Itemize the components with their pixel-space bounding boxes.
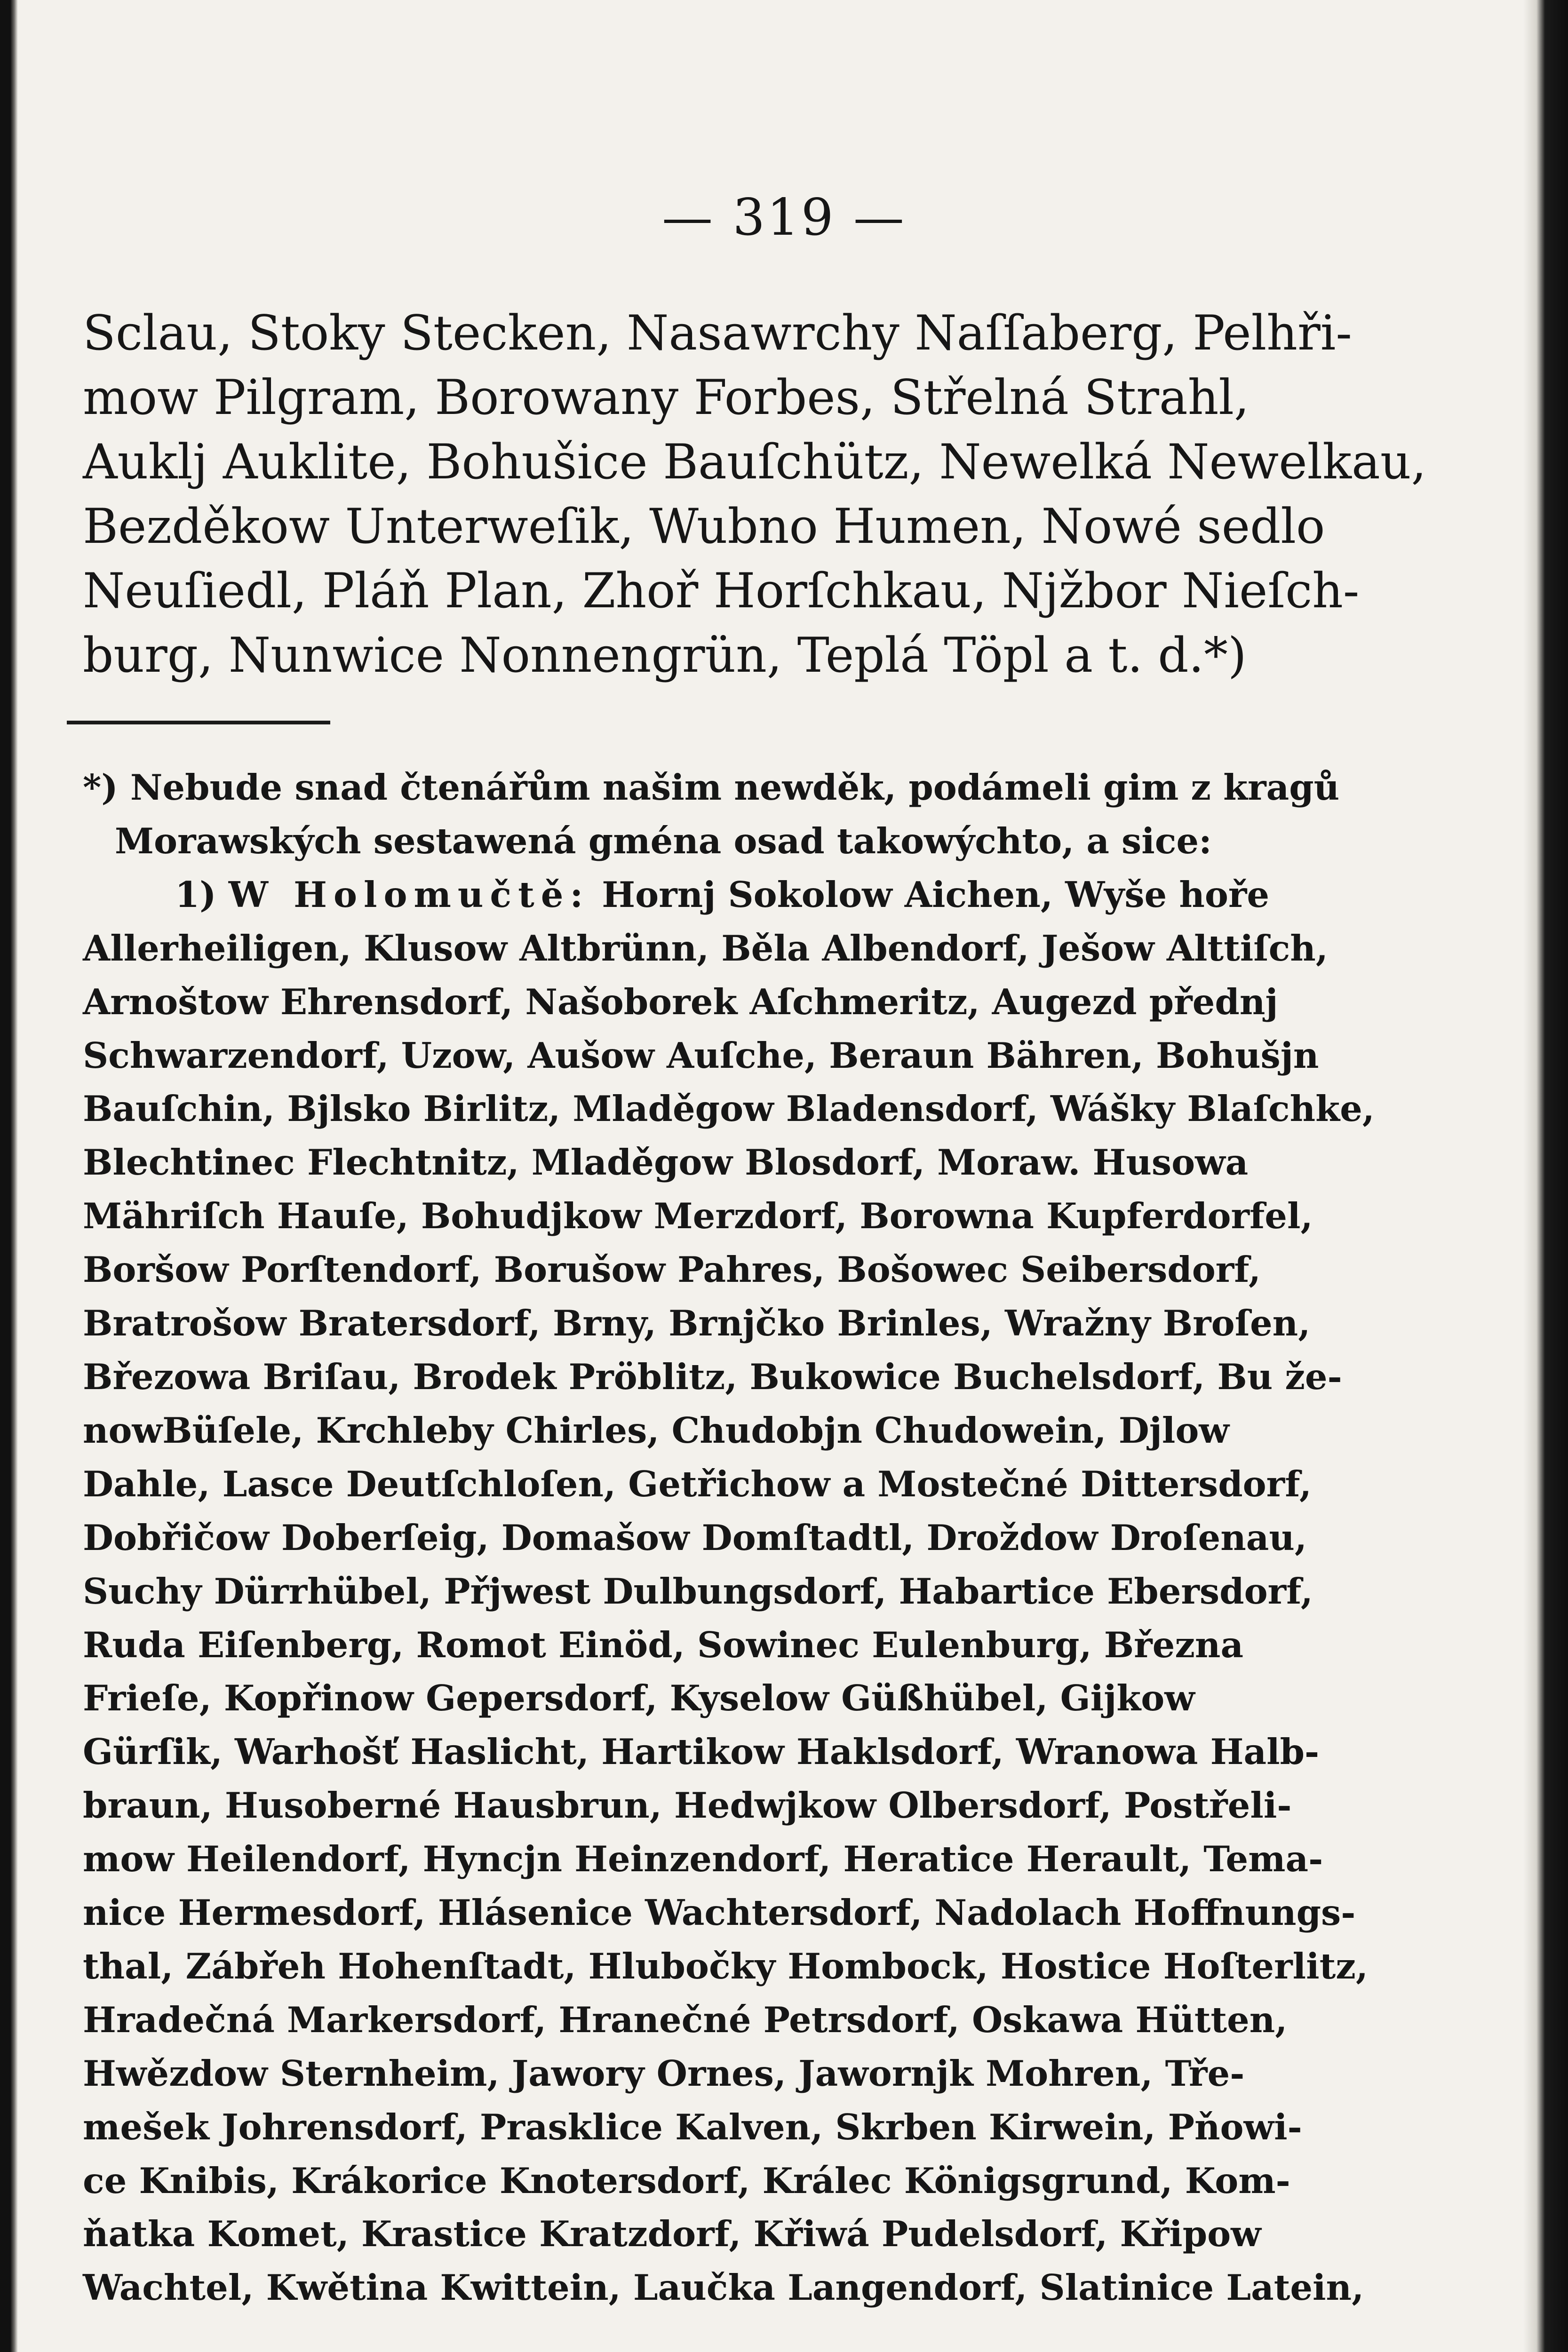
text-line: Bezděkow Unterweſik, Wubno Humen, Nowé sedlo — [83, 499, 1325, 555]
footnote-line: Mähriſch Hauſe, Bohudjkow Merzdorf, Borowna Kupferdorfel, — [83, 1195, 1313, 1237]
text-line: Auklj Auklite, Bohušice Bauſchütz, Newelká Newelkau, — [83, 434, 1426, 490]
footnote-line: Frieſe, Kopřinow Gepersdorf, Kyselow Güßhübel, Gijkow — [83, 1677, 1195, 1719]
footnote-line: Bauſchin, Bjlsko Birlitz, Mladěgow Bladensdorf, Wášky Blaſchke, — [83, 1088, 1375, 1130]
section-number: 1) — [175, 874, 216, 915]
footnote-line: Hwězdow Sternheim, Jawory Ornes, Jawornjk Mohren, Tře- — [83, 2052, 1245, 2094]
text-line: burg, Nunwice Nonnengrün, Teplá Töpl a t. d.*) — [83, 628, 1247, 683]
footnote-line: Ruda Eiſenberg, Romot Einöd, Sowinec Eulenburg, Března — [83, 1624, 1244, 1666]
footnote-line: Schwarzendorf, Uzow, Aušow Auſche, Beraun Bähren, Bohušjn — [83, 1034, 1319, 1076]
footnote-line: thal, Zábřeh Hohenſtadt, Hlubočky Hombock, Hostice Hoſterlitz, — [83, 1945, 1368, 1987]
footnote-line: braun, Husoberné Hausbrun, Hedwjkow Olbersdorf, Postřeli- — [83, 1785, 1292, 1827]
footnote-line: mow Heilendorf, Hyncjn Heinzendorf, Heratice Herault, Tema- — [83, 1838, 1323, 1880]
footnote-line: Gürſik, Warhošť Haslicht, Hartikow Haklsdorf, Wranowa Halb- — [83, 1731, 1320, 1773]
footnote-intro-line: Morawských sestawená gména osad takowýchto, a sice: — [115, 820, 1212, 862]
text-line: mow Pilgram, Borowany Forbes, Střelná Strahl, — [83, 370, 1250, 426]
footnote-line: Březowa Briſau, Brodek Pröblitz, Bukowice Buchelsdorf, Bu že- — [83, 1356, 1342, 1398]
section-first-entries: Hornj Sokolow Aichen, Wyše hoře — [602, 874, 1270, 915]
footnote-line: Allerheiligen, Klusow Altbrünn, Běla Albendorf, Ješow Alttiſch, — [83, 927, 1328, 969]
footnote-line: nowBüſele, Krchleby Chirles, Chudobjn Chudowein, Djlow — [83, 1409, 1229, 1451]
footnote-line: ňatka Komet, Krastice Kratzdorf, Křiwá Pudelsdorf, Křipow — [83, 2213, 1261, 2255]
text-line: Sclau, Stoky Stecken, Nasawrchy Naſſaberg, Pelhři- — [83, 305, 1352, 361]
footnote-separator — [67, 721, 330, 724]
footnote-line: Bratrošow Bratersdorf, Brny, Brnjčko Brinles, Wražny Broſen, — [83, 1303, 1311, 1344]
footnote-line: ce Knibis, Krákorice Knotersdorf, Králec Königsgrund, Kom- — [83, 2160, 1290, 2201]
text-line: Neuſiedl, Pláň Plan, Zhoř Horſchkau, Njžbor Nieſch- — [83, 563, 1360, 619]
footnote-line: Blechtinec Flechtnitz, Mladěgow Blosdorf, Moraw. Husowa — [83, 1142, 1249, 1184]
footnote-line: Suchy Dürrhübel, Přjwest Dulbungsdorf, Habartice Ebersdorf, — [83, 1570, 1313, 1612]
footnote-line: nice Hermesdorf, Hlásenice Wachtersdorf, Nadolach Hoffnungs- — [83, 1892, 1356, 1934]
main-text-paragraph — [83, 301, 1426, 688]
footnote — [83, 761, 1375, 2315]
footnote-line: Wachtel, Kwětina Kwittein, Laučka Langendorf, Slatinice Latein, — [83, 2267, 1364, 2309]
footnote-line: Hradečná Markersdorf, Hranečné Petrsdorf, Oskawa Hütten, — [83, 1999, 1288, 2041]
footnote-line: Arnoštow Ehrensdorf, Našoborek Aſchmeritz, Augezd přednj — [83, 981, 1278, 1023]
footnote-line: Boršow Porſtendorf, Borušow Pahres, Bošowec Seibersdorf, — [83, 1249, 1261, 1291]
footnote-intro-line: *) Nebude snad čtenářům našim newděk, podámeli gim z kragů — [83, 767, 1340, 808]
footnote-line: Dahle, Lasce Deutſchloſen, Getřichow a Mostečné Dittersdorf, — [83, 1463, 1312, 1505]
footnote-line: mešek Johrensdorf, Prasklice Kalven, Skrben Kirwein, Pňowi- — [83, 2106, 1302, 2148]
footnote-section-start — [83, 868, 1270, 922]
section-title: W Holomučtě: — [228, 874, 590, 915]
footnote-line: Dobřičow Doberſeig, Domašow Domſtadtl, Droždow Droſenau, — [83, 1517, 1307, 1558]
page-number: — 319 — — [662, 188, 906, 247]
